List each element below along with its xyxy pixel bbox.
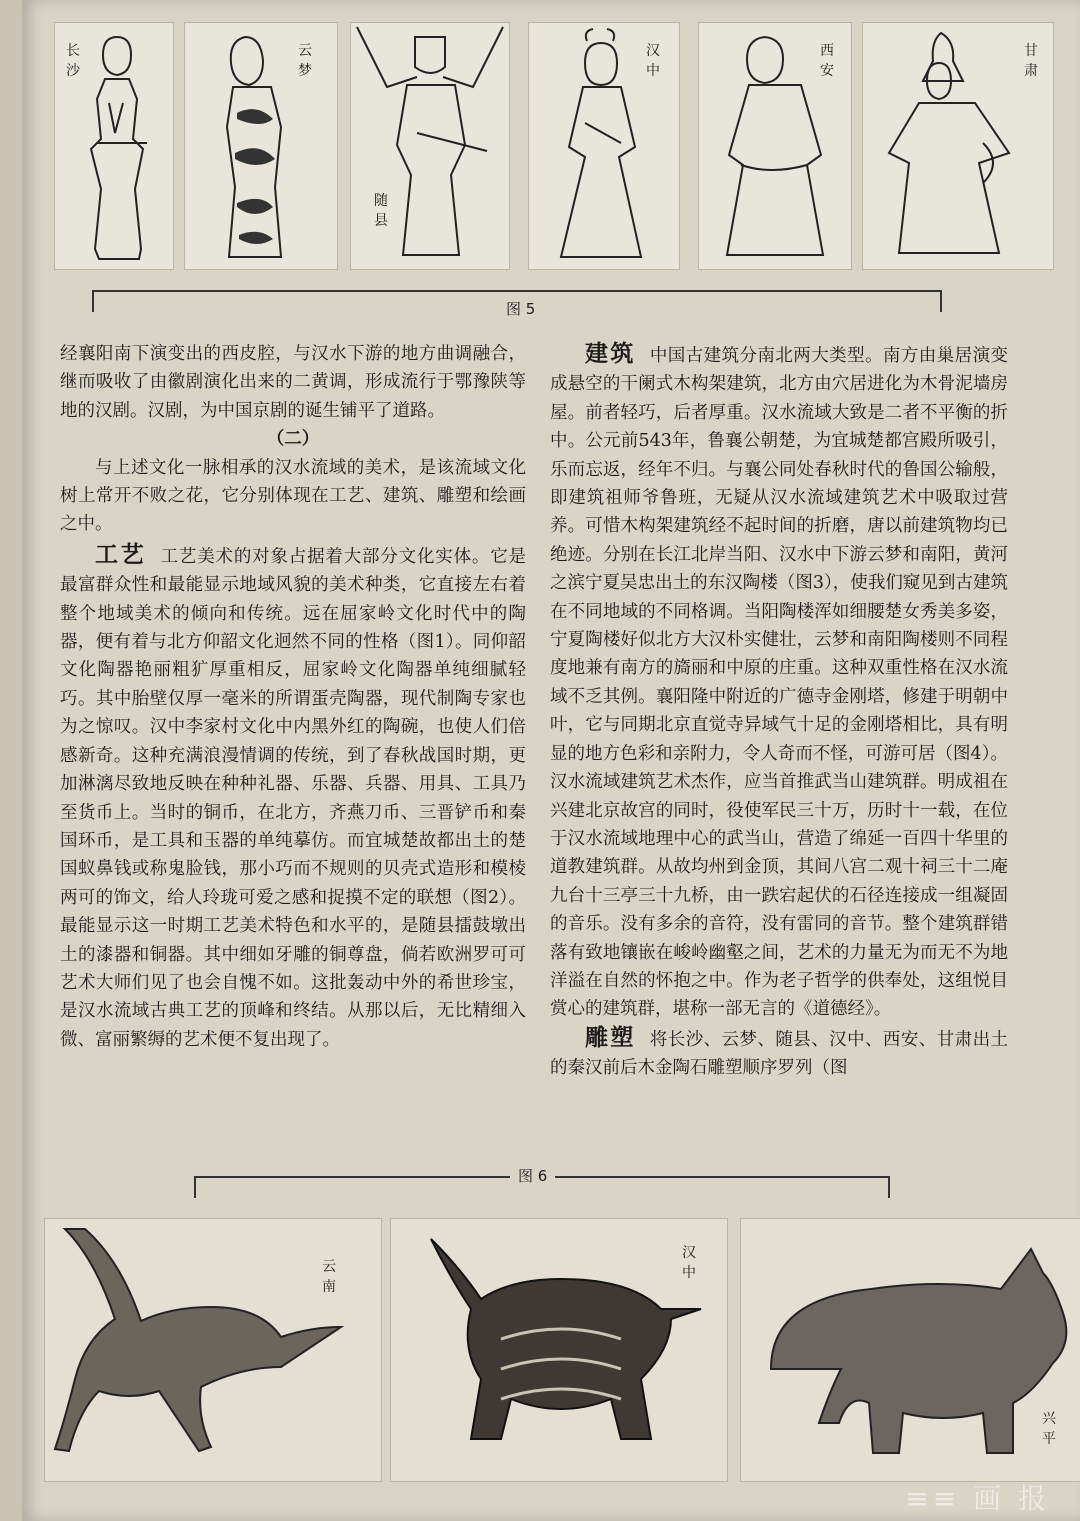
architecture-heading: 建筑 (585, 341, 636, 367)
place-label: 汉中 (646, 43, 660, 79)
paragraph-craft (60, 541, 526, 1054)
right-column (550, 340, 1008, 1083)
place-label: 长沙 (66, 43, 80, 79)
left-column (60, 340, 526, 1054)
animal-xingping (740, 1218, 1080, 1482)
animal-drawing (741, 1219, 1080, 1481)
figurine-suixian (350, 22, 510, 270)
paragraph-architecture (550, 340, 1008, 1024)
paragraph-text: 中国古建筑分南北两大类型。南方由巢居演变成悬空的干阑式木构架建筑，北方由穴居进化为木骨泥墙房屋。前者轻巧，后者厚重。汉水流域大致是二者不平衡的折中。公元前543年，鲁襄公朝楚，为宜城楚都宫殿所吸引，乐而忘返，经年不归。与襄公同处春秋时代的鲁国公输般，即建筑祖师爷鲁班，无疑从汉水流域建筑艺术中吸取过营养。可惜木构架建筑经不起时间的折磨，唐以前建筑物均已绝迹。分别在长江北岸当阳、汉水中下游云梦和南阳，黄河之滨宁夏吴忠出土的东汉陶楼（图3），使我们窥见到古建筑在不同地域的不同格调。当阳陶楼浑如细腰楚女秀美多姿，宁夏陶楼好似北方大汉朴实健壮，云梦和南阳陶楼则不同程度地兼有南方的旖丽和中原的庄重。这种双重性格在汉水流域不乏其例。襄阳隆中附近的广德寺金刚塔，修建于明朝中叶，它与同期北京直觉寺异域气十足的金刚塔相比，具有明显的地方色彩和亲附力，令人奇而不怪，可游可居（图4）。汉水流域建筑艺术杰作，应当首推武当山建筑群。明成祖在兴建北京故宫的同时，役使军民三十万，历时十一载，在位于汉水流域地理中心的武当山，营造了绵延一百四十华里的道教建筑群。从故均州到金顶，其间八宫二观十祠三十二庵九台十三亭三十九桥，由一跌宕起伏的石径连接成一组凝固的音乐。没有多余的音符，没有雷同的音节。整个建筑群错落有致地镶嵌在峻岭幽壑之间，艺术的力量无为而无不为地洋溢在自然的怀抱之中。作为老子哲学的供奉处，这组悦目赏心的建筑群，堪称一部无言的《道德经》。 (550, 346, 1009, 1020)
place-label: 汉中 (682, 1245, 696, 1281)
watermark-logo: ≡≡ 画 报 (905, 1482, 1050, 1515)
sculpture-heading: 雕塑 (585, 1024, 636, 1051)
animal-yunnan (44, 1218, 382, 1482)
figure-5-figurines (54, 22, 1054, 270)
figurine-xian (698, 22, 852, 270)
figure-5-caption: 图 5 (498, 298, 543, 319)
figure-5-bracket (92, 290, 942, 292)
figure-6-animals (44, 1218, 1080, 1480)
animal-drawing (391, 1219, 727, 1481)
paragraph-sculpture (550, 1024, 1008, 1083)
section-number: （二） (266, 429, 320, 450)
paragraph-text: 将长沙、云梦、随县、汉中、西安、甘肃出土的秦汉前后木金陶石雕塑顺序罗列（图 (550, 1029, 1009, 1079)
magazine-page (22, 0, 1080, 1521)
figurine-hanzhong (528, 22, 680, 270)
place-label: 兴平 (1042, 1411, 1056, 1447)
paragraph: 经襄阳南下演变出的西皮腔，与汉水下游的地方曲调融合，继而吸收了由徽剧演化出来的二黄调，形成流行于鄂豫陕等地的汉剧。汉剧，为中国京剧的诞生铺平了道路。 (60, 344, 526, 421)
place-label: 随县 (374, 193, 388, 229)
paragraph: 与上述文化一脉相承的汉水流域的美术，是该流域文化树上常开不败之花，它分别体现在工艺、建筑、雕塑和绘画之中。 (60, 457, 526, 535)
place-label: 甘肃 (1024, 43, 1038, 79)
figurine-yunmeng (184, 22, 338, 270)
place-label: 西安 (820, 43, 834, 79)
figurine-drawing (185, 23, 337, 269)
animal-hanzhong (390, 1218, 728, 1482)
figurine-changsha (54, 22, 174, 270)
place-label: 云南 (322, 1259, 336, 1295)
figurine-drawing (351, 23, 509, 269)
craft-heading: 工艺 (95, 541, 147, 568)
figure-6-caption: 图 6 (510, 1165, 555, 1186)
figurine-gansu (862, 22, 1054, 270)
place-label: 云梦 (298, 43, 312, 79)
paragraph-text: 工艺美术的对象占据着大部分文化实体。它是最富群众性和最能显示地域风貌的美术种类，它直接左右着整个地域美术的倾向和传统。远在屈家岭文化时代中的陶器，便有着与北方仰韶文化迥然不同的性格（图1）。同仰韶文化陶器艳丽粗犷厚重相反，屈家岭文化陶器单纯细腻轻巧。其中胎壁仅厚一毫米的所谓蛋壳陶器，现代制陶专家也为之惊叹。汉中李家村文化中内黑外红的陶碗，也使人们倍感新奇。这种充满浪漫情调的传统，到了春秋战国时期，更加淋漓尽致地反映在种种礼器、乐器、兵器、用具、工具乃至货币上。当时的铜币，在北方，齐燕刀币、三晋铲币和秦国环币，是工具和玉器的单纯摹仿。而宜城楚故都出土的楚国蚁鼻钱或称鬼脸钱，那小巧而不规则的贝壳式造形和模棱两可的饰文，给人玲珑可爱之感和捉摸不定的联想（图2）。最能显示这一时期工艺美术特色和水平的，是随县擂鼓墩出土的漆器和铜器。其中细如牙雕的铜尊盘，倘若欧洲罗可可艺术大师们见了也会自愧不如。这批轰动中外的希世珍宝，是汉水流域古典工艺的顶峰和终结。从那以后，无比精细入微、富丽繁缛的艺术便不复出现了。 (60, 546, 527, 1050)
